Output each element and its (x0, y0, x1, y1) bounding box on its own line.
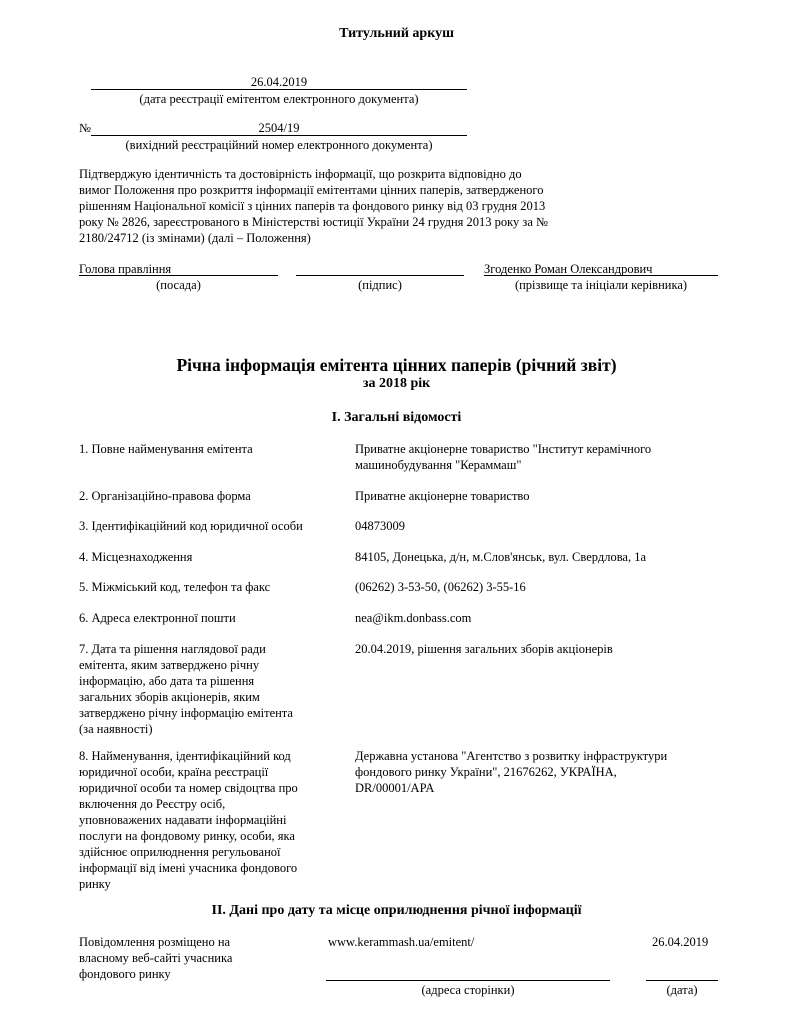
label-line: уповноважених надавати інформаційні (79, 813, 287, 827)
field-label (79, 441, 253, 457)
url-line (326, 980, 610, 981)
value-line: Приватне акціонерне товариство "Інститут керамічного (355, 442, 652, 456)
label-line: 4. Місцезнаходження (79, 550, 193, 564)
registration-date-caption: (дата реєстрації емітентом електронного документа) (139, 92, 419, 106)
publication-label (79, 934, 232, 982)
position-line (79, 275, 278, 276)
signer-name-caption: (прізвище та ініціали керівника) (514, 278, 688, 292)
label-line: включення до Реєстру осіб, (79, 797, 226, 811)
field-value (355, 641, 613, 657)
label-line: здійснює оприлюднення регульованої (79, 845, 281, 859)
label-line: ринку (79, 877, 111, 891)
outgoing-number: 2504/19 (258, 121, 300, 135)
position-caption: (посада) (156, 278, 201, 292)
label-line: 6. Адреса електронної пошти (79, 611, 236, 625)
value-line: 04873009 (355, 519, 405, 533)
confirmation-line: року № 2826, зареєстрованого в Міністерстві юстиції України 24 грудня 2013 року за № (79, 215, 548, 229)
signature-line (296, 275, 464, 276)
signer-position: Голова правління (79, 262, 172, 276)
report-title: Річна інформація емітента цінних паперів (річний звіт) (176, 355, 617, 375)
value-line: фондового ринку України", 21676262, УКРАЇНА, (355, 765, 617, 779)
label-line: 3. Ідентифікаційний код юридичної особи (79, 519, 303, 533)
confirmation-line: 2180/24712 (із змінами) (далі – Положення) (79, 231, 311, 245)
confirmation-line: вимог Положення про розкриття інформації емітентами цінних паперів, затвердженого (79, 183, 544, 197)
date-caption: (дата) (666, 983, 698, 997)
field-value (355, 441, 651, 473)
signer-name-line (484, 275, 718, 276)
field-label (79, 488, 251, 504)
field-label (79, 549, 192, 565)
field-label (79, 748, 298, 892)
field-label (79, 518, 303, 534)
field-label (79, 579, 270, 595)
field-value (355, 518, 405, 534)
label-line: 7. Дата та рішення наглядової ради (79, 642, 266, 656)
label-line: загальних зборів акціонерів, яким (79, 690, 260, 704)
publication-url[interactable]: www.kerammash.ua/emitent/ (328, 935, 475, 949)
label-line: 5. Міжміський код, телефон та факс (79, 580, 271, 594)
signature-caption: (підпис) (358, 278, 402, 292)
label-line: послуги на фондовому ринку, особи, яка (79, 829, 295, 843)
field-value (355, 549, 646, 565)
field-label (79, 641, 293, 737)
field-value (355, 610, 471, 626)
value-line: 84105, Донецька, д/н, м.Слов'янськ, вул. Свердлова, 1а (355, 550, 647, 564)
label-line: 8. Найменування, ідентифікаційний код (79, 749, 291, 763)
signer-name: Згоденко Роман Олександрович (484, 262, 653, 276)
field-value (355, 488, 530, 504)
field-value (355, 748, 667, 796)
section2-heading: II. Дані про дату та місце оприлюднення річної інформації (211, 903, 582, 918)
registration-date-line (91, 89, 467, 90)
url-caption: (адреса сторінки) (421, 983, 515, 997)
registration-date: 26.04.2019 (250, 75, 308, 89)
value-line: DR/00001/APA (355, 781, 435, 795)
label-line: інформації від імені учасника фондового (79, 861, 298, 875)
field-value (355, 579, 526, 595)
outgoing-number-caption: (вихідний реєстраційний номер електронного документа) (125, 138, 433, 152)
value-line: 20.04.2019, рішення загальних зборів акціонерів (355, 642, 613, 656)
value-line: nea@ikm.donbass.com (355, 611, 472, 625)
number-sign: № (79, 121, 91, 135)
label-line: Повідомлення розміщено на (79, 935, 231, 949)
publication-date: 26.04.2019 (652, 935, 709, 949)
value-line: (06262) 3-53-50, (06262) 3-55-16 (355, 580, 526, 594)
label-line: інформацію, або дата та рішення (79, 674, 255, 688)
field-label (79, 610, 236, 626)
label-line: (за наявності) (79, 722, 153, 736)
outgoing-number-line (91, 135, 467, 136)
confirmation-line: рішенням Національної комісії з цінних паперів та фондового ринку від 03 грудня 2013 (79, 199, 546, 213)
label-line: емітента, яким затверджено річну (79, 658, 260, 672)
confirmation-line: Підтверджую ідентичність та достовірність інформації, що розкрита відповідно до (79, 167, 522, 181)
label-line: юридичної особи, країна реєстрації (79, 765, 269, 779)
label-line: затверджено річну інформацію емітента (79, 706, 293, 720)
title-page-heading: Титульний аркуш (339, 26, 454, 41)
confirmation-text (79, 166, 548, 246)
label-line: власному веб-сайті учасника (79, 951, 233, 965)
section1-heading: I. Загальні відомості (331, 410, 462, 425)
label-line: 1. Повне найменування емітента (79, 442, 253, 456)
value-line: машинобудування "Кераммаш" (355, 458, 522, 472)
value-line: Державна установа "Агентство з розвитку інфраструктури (355, 749, 668, 763)
label-line: фондового ринку (79, 967, 171, 981)
report-period: за 2018 рік (362, 376, 431, 391)
date-line (646, 980, 718, 981)
label-line: 2. Організаційно-правова форма (79, 489, 251, 503)
value-line: Приватне акціонерне товариство (355, 489, 530, 503)
label-line: юридичної особи та номер свідоцтва про (79, 781, 298, 795)
